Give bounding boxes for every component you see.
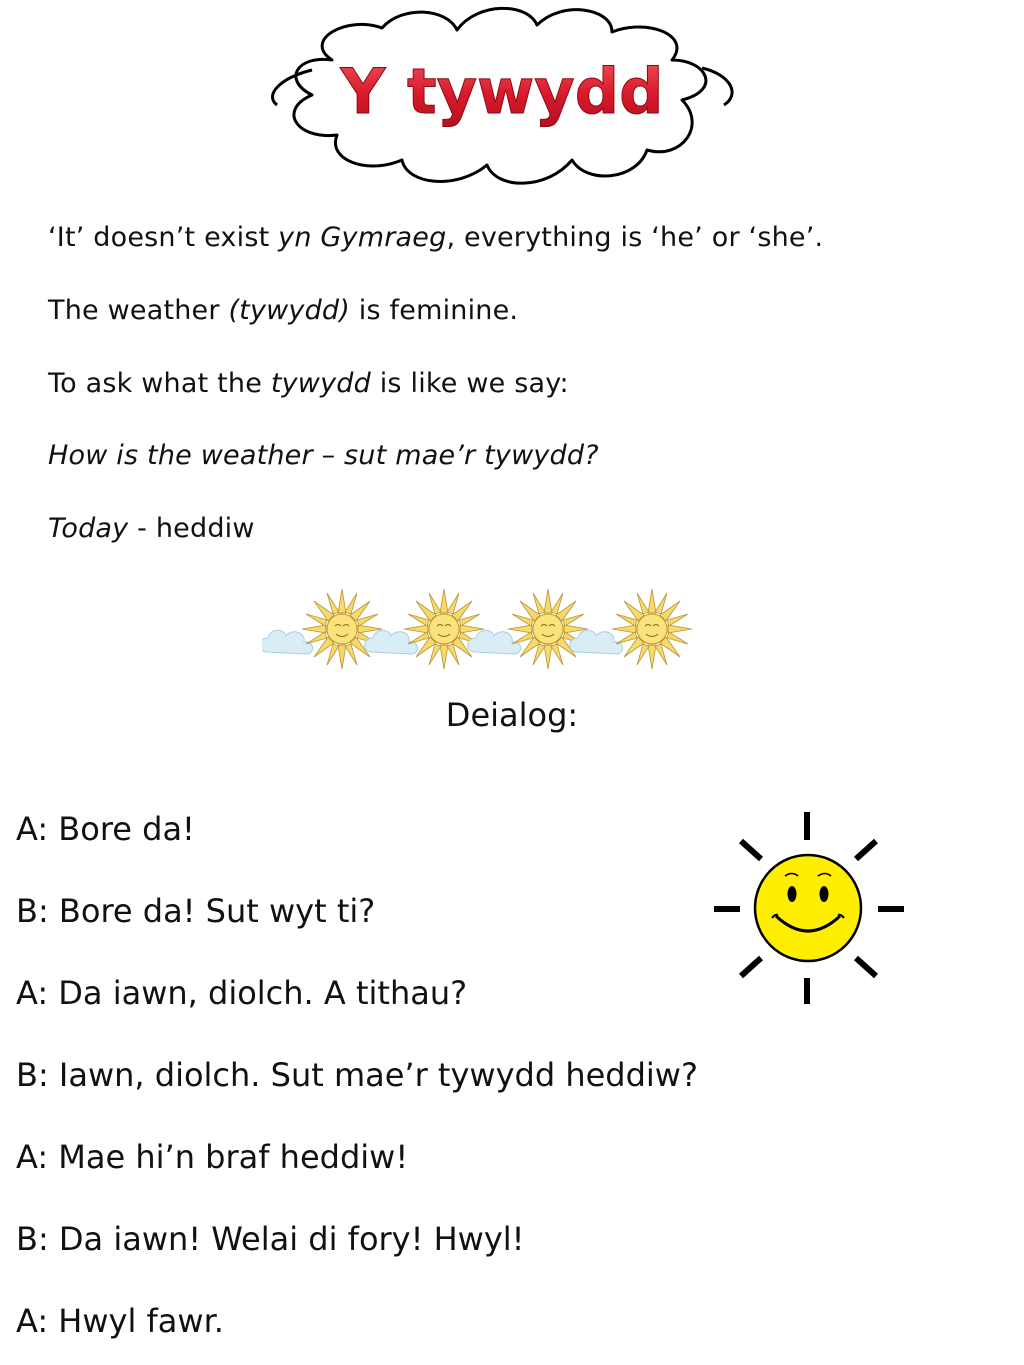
intro-line-1-welsh: yn Gymraeg: [278, 222, 447, 253]
intro-line-5-english: Today: [48, 513, 129, 544]
intro-line-2-text: The weather: [48, 295, 229, 326]
dialogue-line: A: Mae hi’n braf heddiw!: [16, 1138, 409, 1176]
cloud-curl-right: [702, 68, 732, 105]
intro-line-1: [48, 222, 823, 253]
intro-line-2-text-end: is feminine.: [350, 295, 519, 326]
dialogue-line: A: Bore da!: [16, 810, 195, 848]
page-title: Y tywydd: [340, 55, 664, 128]
dialogue-line: A: Da iawn, diolch. A tithau?: [16, 974, 468, 1012]
title-cloud: [262, 0, 742, 195]
intro-line-1-text-end: , everything is ‘he’ or ‘she’.: [446, 222, 824, 253]
dialogue-line: B: Da iawn! Welai di fory! Hwyl!: [16, 1220, 525, 1258]
intro-line-5-welsh: - heddiw: [128, 513, 255, 544]
sun-with-cloud-icon: [468, 589, 588, 669]
intro-line-2-welsh: (tywydd): [228, 295, 351, 326]
sun-with-cloud-icon: [262, 589, 382, 669]
dialog-heading: [0, 696, 1024, 734]
smiling-sun-icon: [708, 808, 914, 1008]
dialogue-line: A: Hwyl fawr.: [16, 1302, 224, 1340]
intro-line-3-text: To ask what the: [48, 368, 271, 399]
intro-line-3-welsh: tywydd: [270, 368, 371, 399]
dialogue-line: B: Bore da! Sut wyt ti?: [16, 892, 376, 930]
intro-line-3: [48, 368, 569, 399]
intro-line-3-text-end: is like we say:: [370, 368, 569, 399]
dialog-heading-text: Deialog:: [445, 696, 579, 734]
sun-with-cloud-icon: [365, 589, 484, 669]
dialogue-line: B: Iawn, diolch. Sut mae’r tywydd heddiw?: [16, 1056, 698, 1094]
sun-strip: [262, 584, 698, 674]
intro-line-2: [48, 295, 518, 326]
intro-line-1-text: ‘It’ doesn’t exist: [48, 222, 279, 253]
intro-line-4: How is the weather – sut mae’r tywydd?: [48, 440, 599, 471]
intro-line-5: [48, 513, 255, 544]
